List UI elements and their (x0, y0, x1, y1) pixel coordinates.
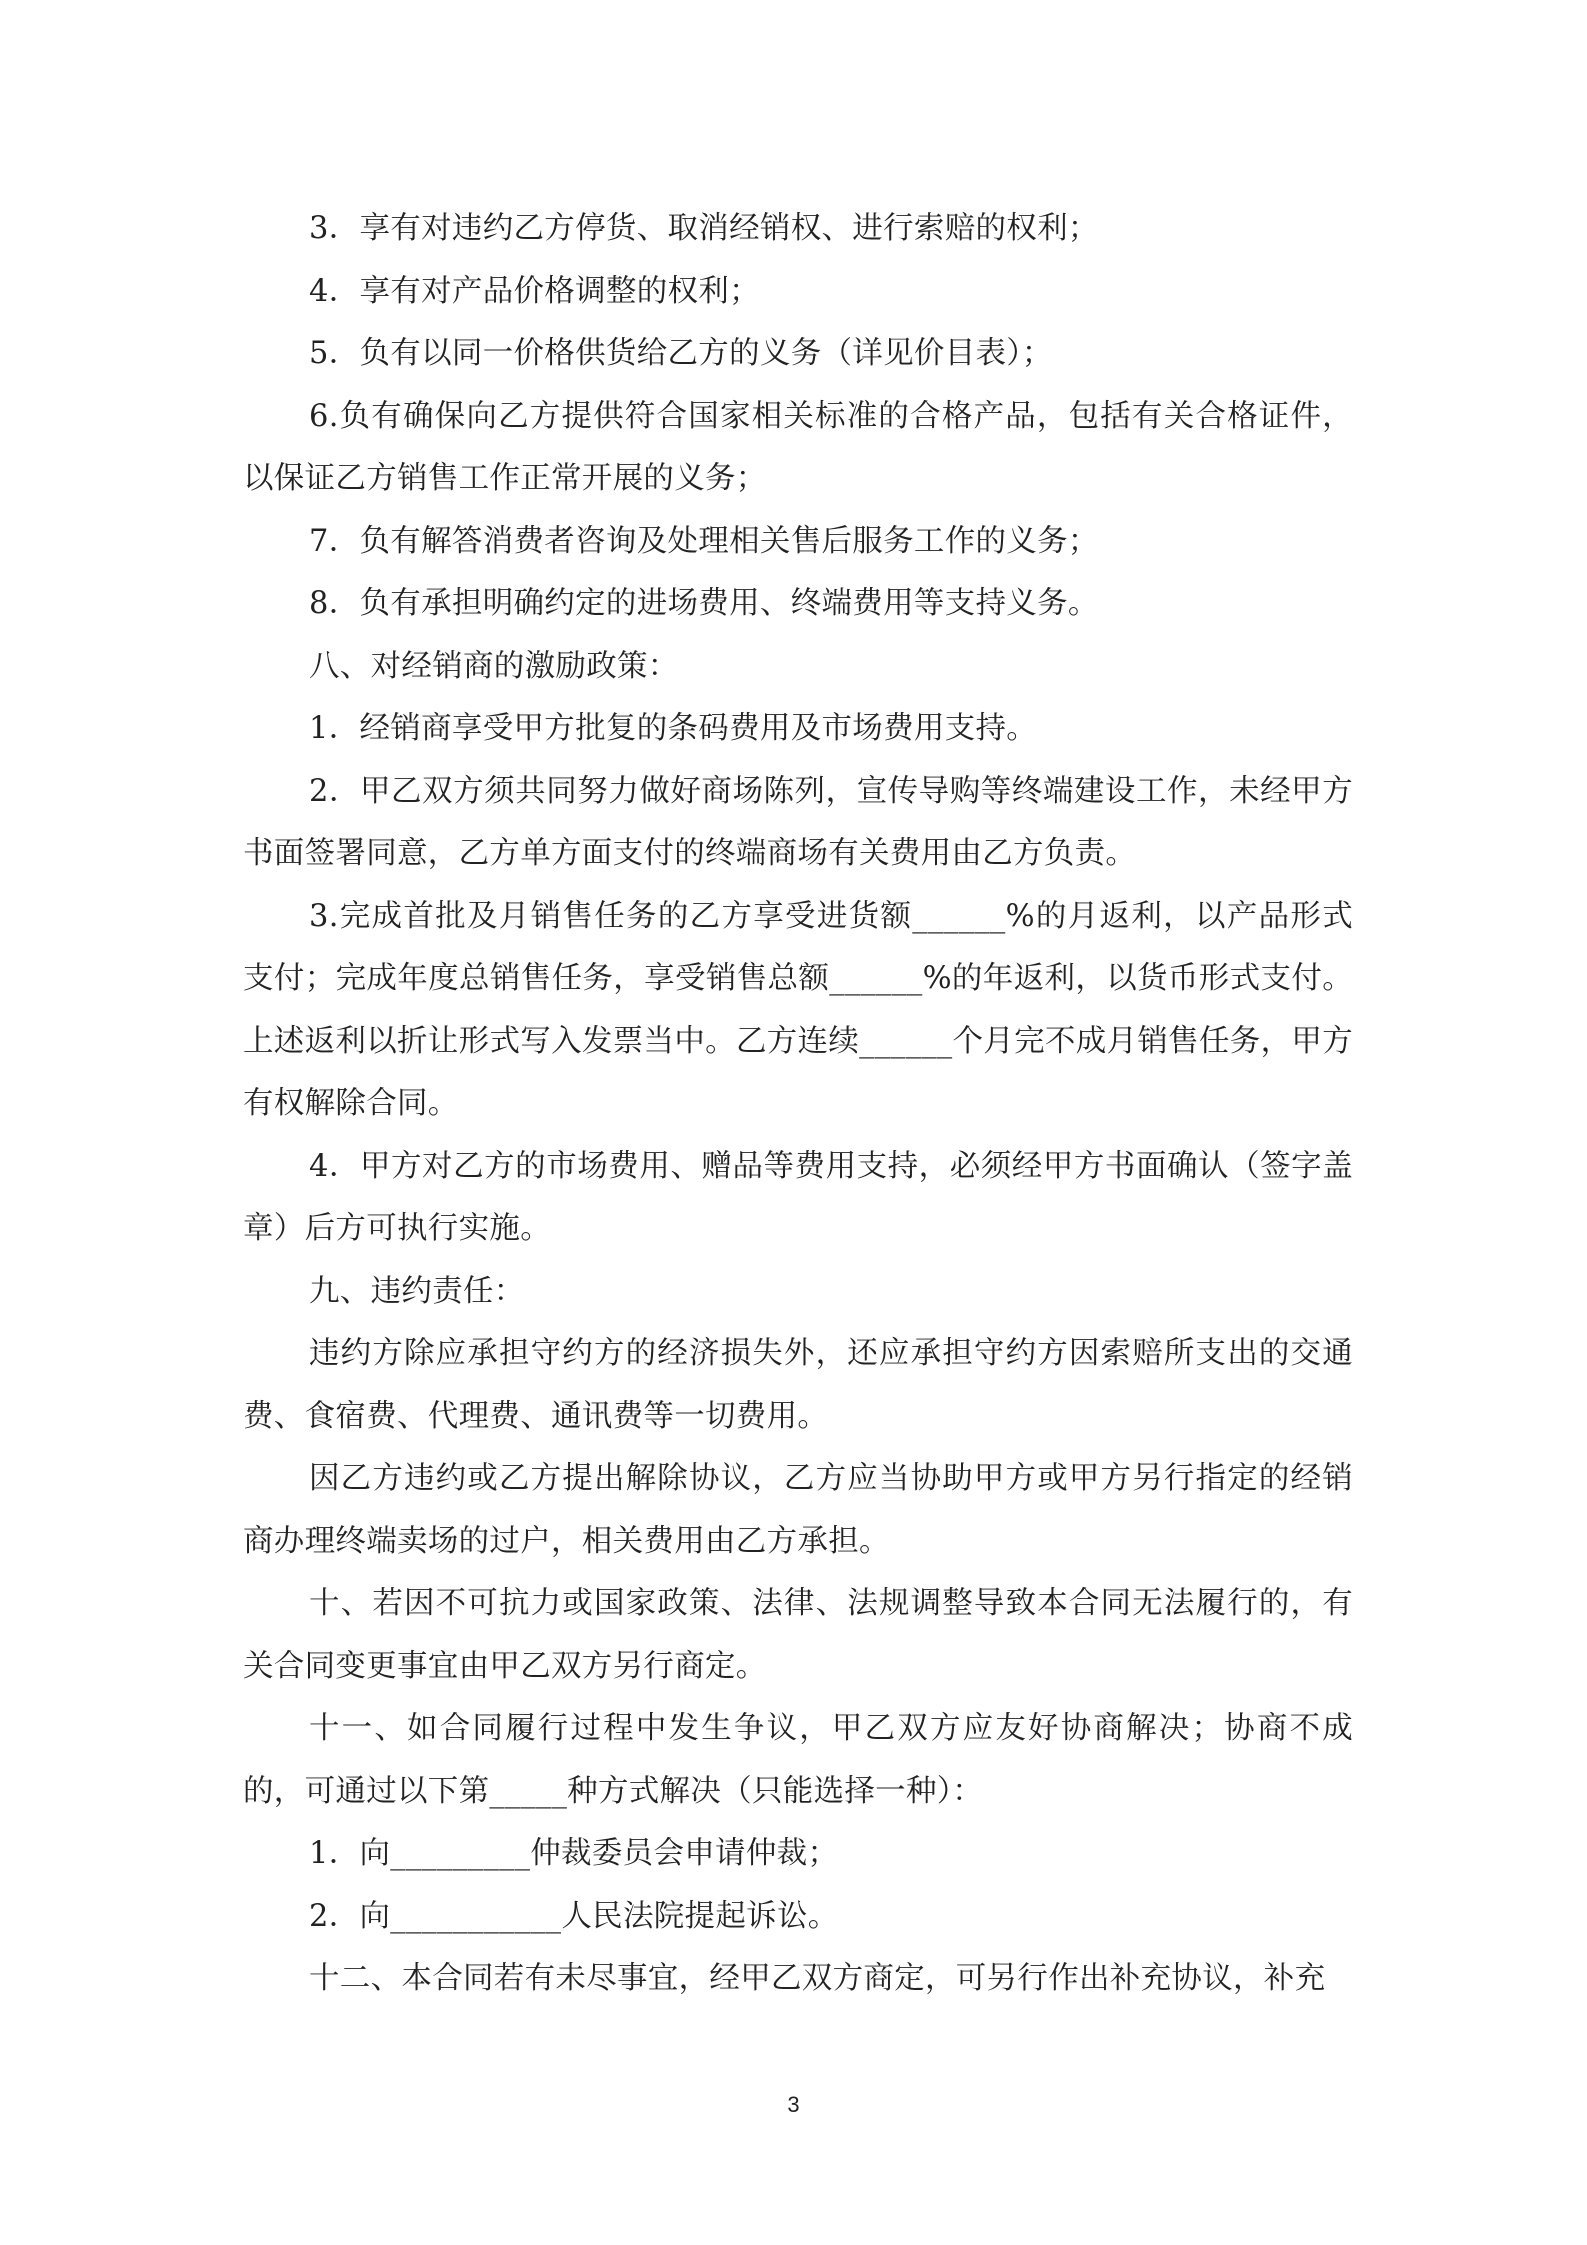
clause-paragraph: 1．向_________仲裁委员会申请仲裁； (309, 1836, 839, 1871)
section-heading: 九、违约责任： (309, 1273, 525, 1309)
contract-body (243, 198, 1353, 2011)
clause-paragraph: 2．向___________人民法院提起诉讼。 (309, 1898, 839, 1934)
section-paragraph: 十二、本合同若有未尽事宜，经甲乙双方商定，可另行作出补充协议，补充 (309, 1961, 1326, 1996)
clause-paragraph: 4．甲方对乙方的市场费用、赠品等费用支持，必须经甲方书面确认（签字盖章）后方可执行实施。 (243, 1148, 1353, 1246)
clause-paragraph: 2．甲乙双方须共同努力做好商场陈列，宣传导购等终端建设工作，未经甲方书面签署同意，乙方单方面支付的终端商场有关费用由乙方负责。 (243, 773, 1353, 871)
clause-paragraph: 3．享有对违约乙方停货、取消经销权、进行索赔的权利； (309, 211, 1099, 246)
clause-paragraph: 8．负有承担明确约定的进场费用、终端费用等支持义务。 (309, 586, 1099, 621)
section-paragraph: 十、若因不可抗力或国家政策、法律、法规调整导致本合同无法履行的，有关合同变更事宜由甲乙双方另行商定。 (243, 1586, 1353, 1684)
clause-paragraph: 1．经销商享受甲方批复的条码费用及市场费用支持。 (309, 711, 1038, 746)
clause-paragraph: 7．负有解答消费者咨询及处理相关售后服务工作的义务； (309, 523, 1099, 559)
section-heading: 八、对经销商的激励政策： (309, 648, 679, 684)
clause-paragraph: 5．负有以同一价格供货给乙方的义务（详见价目表）； (309, 336, 1053, 371)
section-paragraph: 十一、如合同履行过程中发生争议，甲乙双方应友好协商解决；协商不成的，可通过以下第_____种方式解决（只能选择一种）： (243, 1711, 1353, 1809)
clause-paragraph: 因乙方违约或乙方提出解除协议，乙方应当协助甲方或甲方另行指定的经销商办理终端卖场的过户，相关费用由乙方承担。 (243, 1461, 1353, 1559)
clause-paragraph: 4．享有对产品价格调整的权利； (309, 273, 760, 309)
clause-paragraph: 违约方除应承担守约方的经济损失外，还应承担守约方因索赔所支出的交通费、食宿费、代理费、通讯费等一切费用。 (243, 1336, 1353, 1434)
clause-paragraph: 6.负有确保向乙方提供符合国家相关标准的合格产品，包括有关合格证件，以保证乙方销售工作正常开展的义务； (243, 398, 1353, 496)
clause-paragraph: 3.完成首批及月销售任务的乙方享受进货额______%的月返利，以产品形式支付；完成年度总销售任务，享受销售总额______%的年返利，以货币形式支付。上述返利以折让形式写入发票当中。乙方连续______个月完不成月销售任务，甲方有权解除合同。 (243, 898, 1353, 1121)
page-number: 3 (787, 2092, 800, 2117)
